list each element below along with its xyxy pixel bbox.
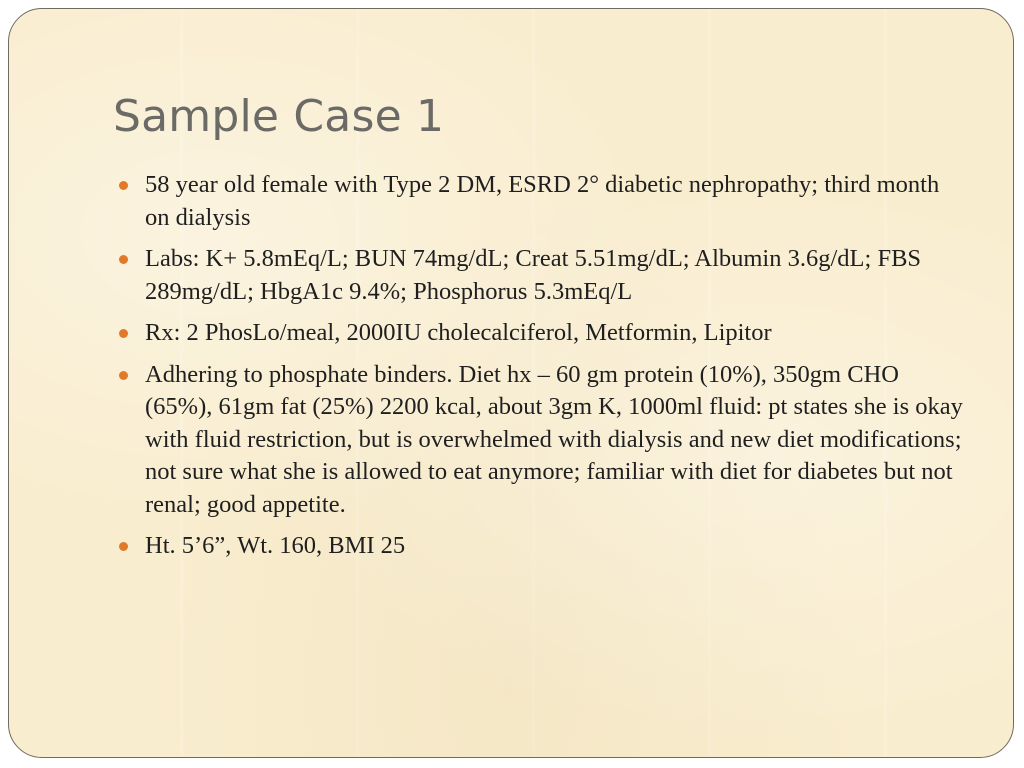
bullet-dot-icon	[119, 329, 128, 338]
bullet-text: Adhering to phosphate binders. Diet hx – 60 gm protein (10%), 350gm CHO (65%), 61gm fat (25%) 2200 kcal, about 3gm K, 1000ml fluid: pt states she is okay with fluid restriction, but is overwhelmed with dialysis and new diet modifications; not sure what she is allowed to eat anymore; familiar with diet for diabetes but not renal; good appetite.	[145, 360, 963, 518]
bullet-text: Labs: K+ 5.8mEq/L; BUN 74mg/dL; Creat 5.51mg/dL; Albumin 3.6g/dL; FBS 289mg/dL; HbgA1c 9.4%; Phosphorus 5.3mEq/L	[145, 245, 922, 305]
bullet-text: Ht. 5’6”, Wt. 160, BMI 25	[145, 532, 406, 559]
bullet-text: 58 year old female with Type 2 DM, ESRD 2° diabetic nephropathy; third month on dialysis	[145, 171, 940, 231]
bullet-text: Rx: 2 PhosLo/meal, 2000IU cholecalciferol, Metformin, Lipitor	[145, 319, 772, 346]
bullet-item	[119, 530, 969, 563]
bullet-item	[119, 359, 969, 522]
bullet-list	[119, 169, 969, 572]
slide	[8, 8, 1014, 758]
bullet-item	[119, 169, 969, 234]
bullet-item	[119, 243, 969, 308]
bullet-dot-icon	[119, 542, 128, 551]
bullet-dot-icon	[119, 255, 128, 264]
bullet-dot-icon	[119, 181, 128, 190]
bullet-dot-icon	[119, 371, 128, 380]
bullet-item	[119, 317, 969, 350]
slide-title: Sample Case 1	[113, 91, 445, 142]
